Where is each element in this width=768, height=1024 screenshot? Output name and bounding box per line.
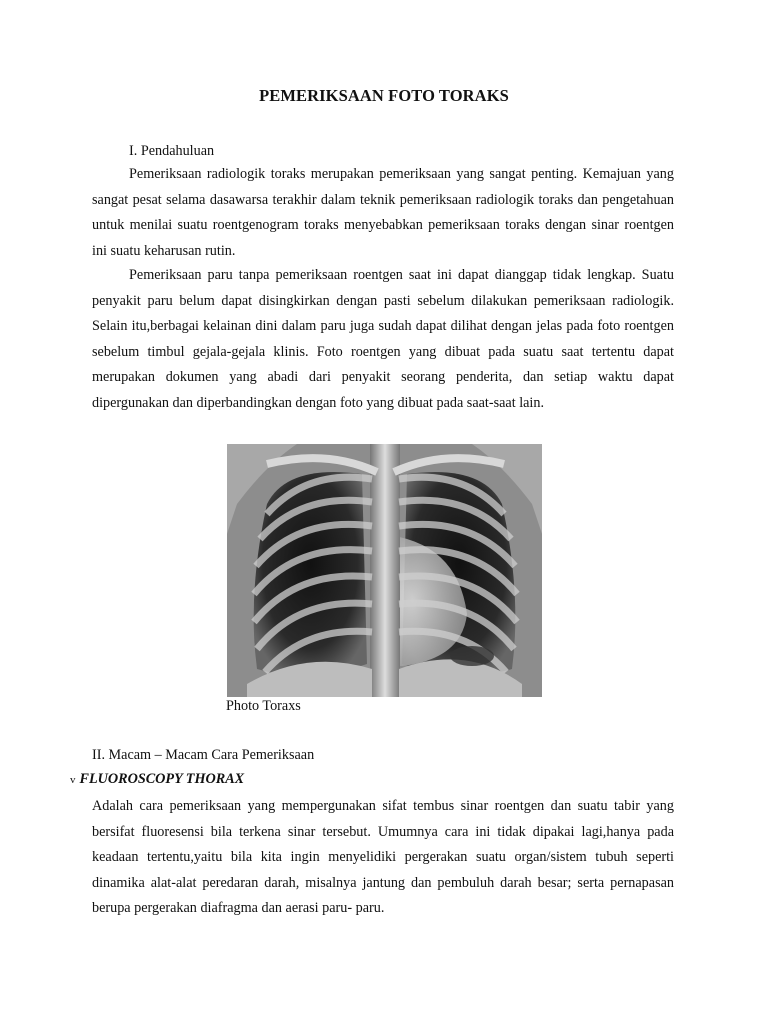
intro-paragraph-2: Pemeriksaan paru tanpa pemeriksaan roentgen saat ini dapat dianggap tidak lengkap. Suatu penyakit paru belum dapat disingkirkan dengan pasti sebelum dilakukan pemeriksaan radiologik. Selain itu,berbagai kelainan dini dalam paru juga sudah dapat dilihat dengan jelas pada foto roentgen sebelum timbul gejala-gejala klinis. Foto roentgen yang dibuat pada suatu saat tertentu dapat merupakan dokumen yang abadi dari penyakit seorang penderita, dan setiap waktu dapat dipergunakan dan diperbandingkan dengan foto yang dibuat pada saat-saat lain.	[92, 267, 674, 411]
figure-caption: Photo Toraxs	[226, 698, 301, 714]
bullet-item-fluoroscopy	[70, 771, 244, 788]
intro-paragraph-1: Pemeriksaan radiologik toraks merupakan pemeriksaan yang sangat penting. Kemajuan yang sangat pesat selama dasawarsa terakhir dalam teknik pemeriksaan radiologik toraks dan pengetahuan untuk menilai suatu roentgenogram toraks menyebabkan pemeriksaan toraks dengan sinar roentgen ini suatu keharusan rutin.	[92, 166, 674, 259]
bullet-mark: v	[70, 774, 76, 786]
page-title: PEMERIKSAAN FOTO TORAKS	[259, 86, 509, 105]
section-heading-pendahuluan: I. Pendahuluan	[129, 143, 215, 159]
fluoroscopy-paragraph: Adalah cara pemeriksaan yang mempergunakan sifat tembus sinar roentgen dan suatu tabir yang bersifat fluoresensi bila terkena sinar tersebut. Umumnya cara ini tidak dipakai lagi,hanya pada keadaan tertentu,yaitu bila kita ingin menyelidiki pergerakan suatu organ/sistem tubuh seperti dinamika alat-alat peredaran darah, misalnya jantung dan pembuluh darah besar; serta pernapasan berupa pergerakan diafragma dan aerasi paru- paru.	[92, 798, 674, 917]
chest-xray-image	[227, 444, 542, 697]
subheading-fluoroscopy: FLUOROSCOPY THORAX	[79, 771, 245, 787]
section-heading-macam: II. Macam – Macam Cara Pemeriksaan	[92, 747, 315, 763]
